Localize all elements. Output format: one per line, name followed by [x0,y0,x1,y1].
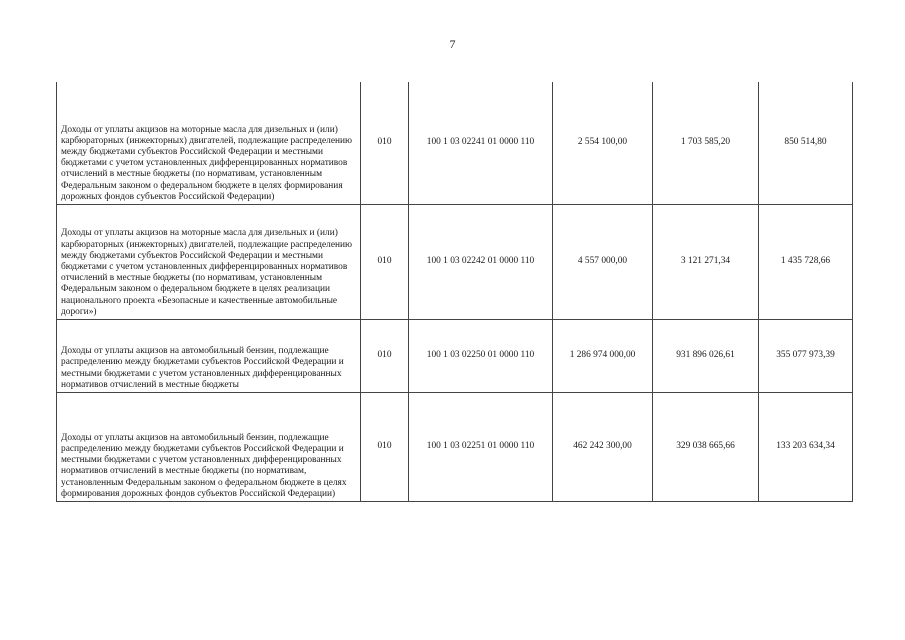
revenue-description: Доходы от уплаты акцизов на автомобильный бензин, подлежащие распределению между бюджетами субъектов Российской Федерации и местными бюджетами с учетом установленных дифференцированных нормативов отчислений в местные бюджеты [57,320,361,393]
planned-amount: 4 557 000,00 [553,205,653,320]
budget-classification-code: 100 1 03 02242 01 0000 110 [409,205,553,320]
planned-amount: 462 242 300,00 [553,393,653,502]
remaining-amount: 133 203 634,34 [759,393,853,502]
executed-amount: 329 038 665,66 [653,393,759,502]
remaining-amount: 355 077 973,39 [759,320,853,393]
admin-code: 010 [361,205,409,320]
revenue-description: Доходы от уплаты акцизов на автомобильный бензин, подлежащие распределению между бюджетами субъектов Российской Федерации и местными бюджетами с учетом установленных дифференцированных нормативов отчислений в местные бюджеты (по нормативам, установленным Федеральным законом о федеральном бюджете в целях формирования дорожных фондов субъектов Российской Федерации) [57,393,361,502]
remaining-amount: 850 514,80 [759,82,853,205]
table-row [57,393,853,502]
executed-amount: 3 121 271,34 [653,205,759,320]
table-row [57,205,853,320]
table-row [57,320,853,393]
budget-classification-code: 100 1 03 02251 01 0000 110 [409,393,553,502]
admin-code: 010 [361,82,409,205]
budget-classification-code: 100 1 03 02250 01 0000 110 [409,320,553,393]
revenue-description: Доходы от уплаты акцизов на моторные масла для дизельных и (или) карбюраторных (инжекторных) двигателей, подлежащие распределению между бюджетами субъектов Российской Федерации и местными бюджетами с учетом установленных дифференцированных нормативов отчислений в местные бюджеты (по нормативам, установленным Федеральным законом о федеральном бюджете в целях реализации национального проекта «Безопасные и качественные автомобильные дороги») [57,205,361,320]
revenue-description: Доходы от уплаты акцизов на моторные масла для дизельных и (или) карбюраторных (инжекторных) двигателей, подлежащие распределению между бюджетами субъектов Российской Федерации и местными бюджетами с учетом установленных дифференцированных нормативов отчислений в местные бюджеты (по нормативам, установленным Федеральным законом о федеральном бюджете в целях формирования дорожных фондов субъектов Российской Федерации) [57,82,361,205]
admin-code: 010 [361,320,409,393]
page-number: 7 [449,37,456,51]
table-row [57,82,853,205]
planned-amount: 2 554 100,00 [553,82,653,205]
executed-amount: 1 703 585,20 [653,82,759,205]
budget-revenue-table [56,82,853,502]
admin-code: 010 [361,393,409,502]
budget-classification-code: 100 1 03 02241 01 0000 110 [409,82,553,205]
executed-amount: 931 896 026,61 [653,320,759,393]
planned-amount: 1 286 974 000,00 [553,320,653,393]
remaining-amount: 1 435 728,66 [759,205,853,320]
